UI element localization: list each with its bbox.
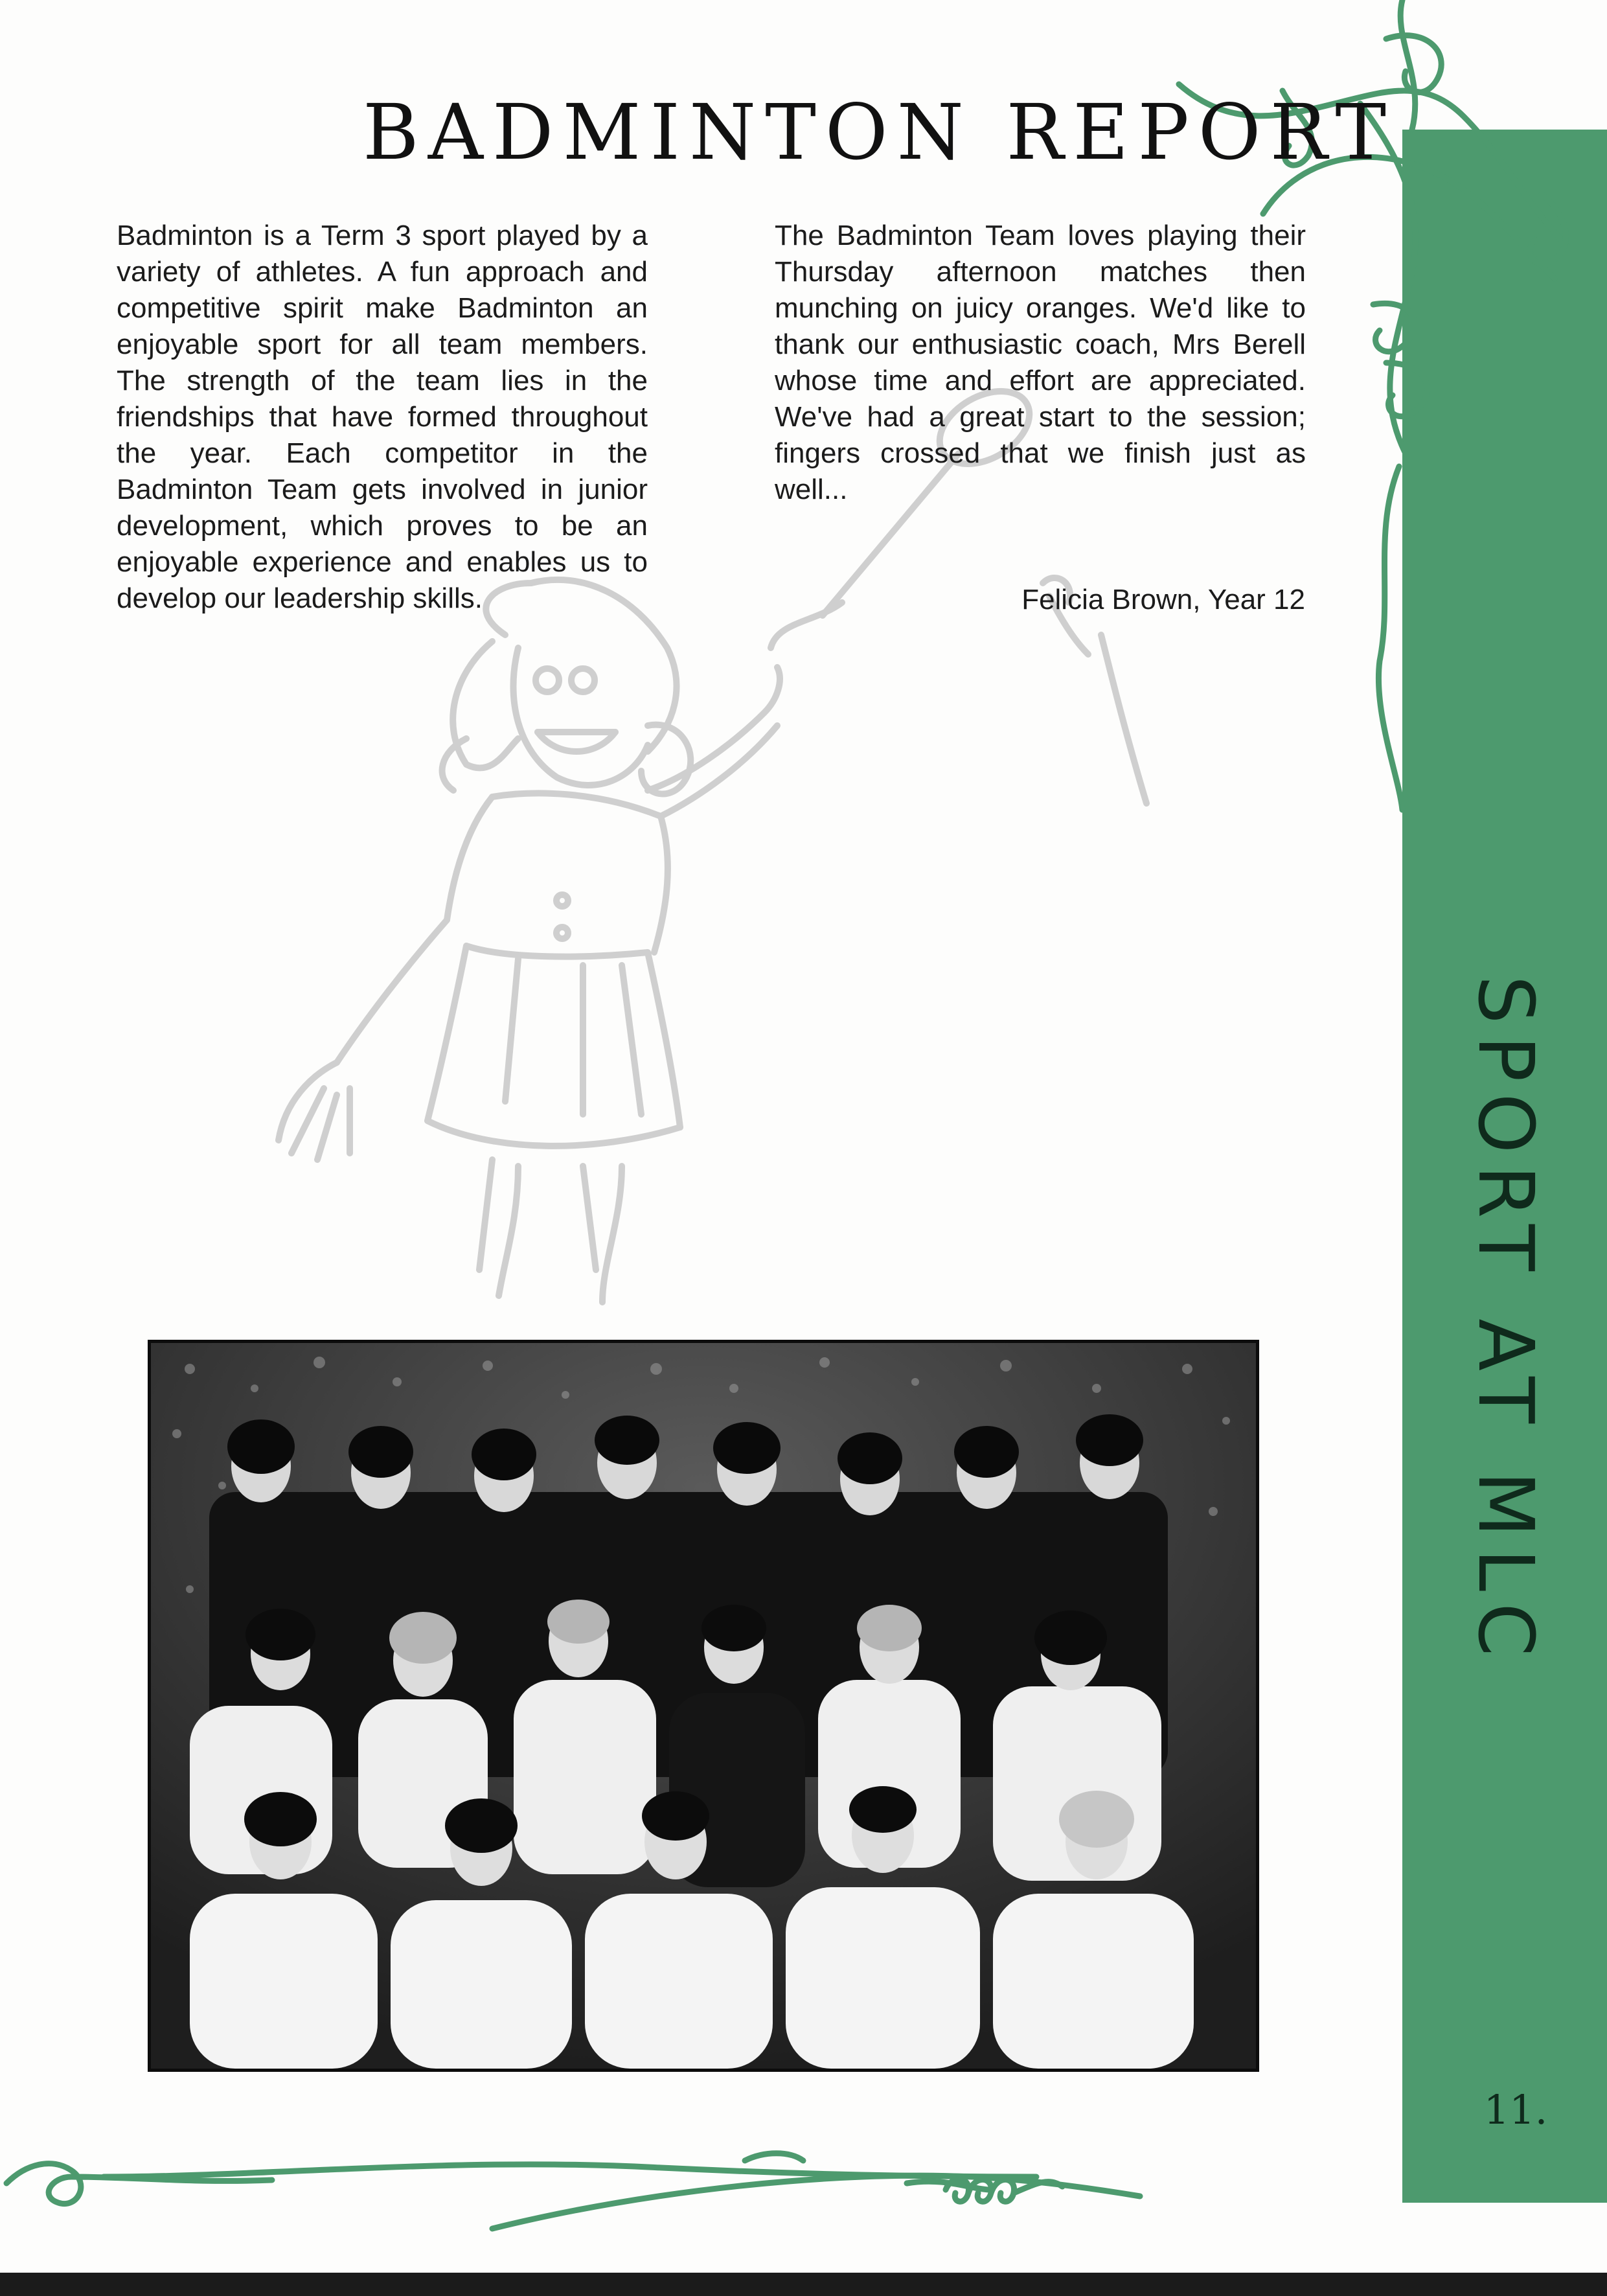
- article-right-column: The Badminton Team loves playing their Thursday afternoon matches then munching on juicy oranges. We'd like to thank our enthusiastic coach, Mrs Berell whose time and effort are appreciated. We've had a great start to the session; fingers crossed that we finish just as well...: [775, 220, 1306, 505]
- article-author: Felicia Brown, Year 12: [1021, 584, 1305, 615]
- article-left-column: Badminton is a Term 3 sport played by a variety of athletes. A fun approach and competitive spirit make Badminton an enjoyable sport for all team members. The strength of the team lies in the friendships that have formed throughout the year. Each competitor in the Badminton Team gets involved in junior development, which proves to be an enjoyable experience and enables us to develop our leadership skills.: [117, 220, 648, 614]
- section-label-text: SPORT AT MLC: [1461, 975, 1551, 1668]
- page-title: BADMINTON REPORT: [363, 87, 1396, 178]
- team-photo-image: [151, 1343, 1256, 2069]
- section-label: [1457, 933, 1555, 1710]
- team-photo: [148, 1340, 1259, 2072]
- scan-edge: [0, 2273, 1607, 2296]
- page-number: 11.: [1483, 2086, 1548, 2133]
